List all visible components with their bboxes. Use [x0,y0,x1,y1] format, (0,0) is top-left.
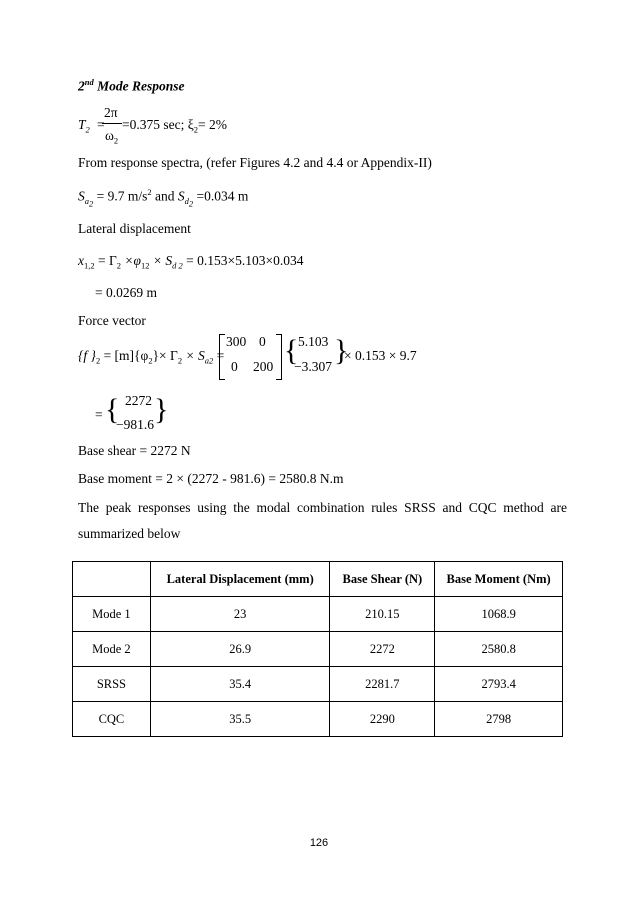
eq-T-equals: = [97,117,105,132]
eq-f-tail: × 0.153 × 9.7 [344,348,417,363]
table-cell: Mode 1 [73,597,151,632]
result-right-brace: } [154,393,169,426]
eq-s-sub: d 2 [172,260,183,271]
eq-f-mass-phi: = [m]{φ [103,348,149,363]
eq-x-sub: 1,2 [84,260,95,271]
eq-phi-sub: 12 [141,260,150,271]
eq-T-fraction-bar [102,123,122,124]
eq-gamma: = Γ [98,253,117,268]
eq-and-word: and [155,188,175,204]
matrix-right-bracket [276,334,282,380]
vector-v1: 5.103 [298,334,329,349]
page-number: 126 [309,837,329,849]
lateral-displacement-result: = 0.0269 m [95,285,157,300]
table-header-row [73,562,563,597]
eq-x-value: = 0.153×5.103×0.034 [186,253,304,268]
table-row [73,667,563,702]
table-cell: 35.4 [150,667,330,702]
eq-sa-sub-letter: a [84,196,89,207]
eq-sd-symbol: S [177,188,185,204]
eq-xi-sub: 2 [193,124,198,135]
table-header-cell [73,562,151,597]
heading-text: Mode Response [97,78,185,94]
matrix-m22: 200 [253,359,274,374]
base-moment-line: Base moment = 2 × (2272 - 981.6) = 2580.8 N.m [78,471,344,486]
peak-response-text-line2: summarized below [78,526,181,541]
table-row [73,702,563,737]
table-row [73,597,563,632]
eq-T-numerator: 2π [104,105,118,120]
base-shear-line: Base shear = 2272 N [78,443,191,458]
eq-gamma-sub: 2 [116,260,122,271]
result-v2: −981.6 [116,417,154,432]
matrix-m11: 300 [226,334,247,349]
eq-f-gamma-sub: 2 [177,355,183,366]
equation-lateral-displacement [78,253,303,271]
eq-sd-sub [184,196,194,209]
table-header-cell: Base Moment (Nm) [435,562,563,597]
eq-f-phi-sub: 2 [148,355,153,366]
eq-f-sub: 2 [95,355,101,366]
table-cell: 2793.4 [435,667,563,702]
peak-response-text-line1: The peak responses using the modal combination rules SRSS and CQC method are [78,500,567,515]
eq-sd-subsub: 2 [188,198,194,209]
matrix-m12: 0 [259,334,266,349]
eq-T-symbol [78,117,90,135]
force-vector-label: Force vector [78,313,146,328]
table-cell: 210.15 [330,597,435,632]
eq-f-equals: = [216,348,225,363]
eq-xi-value: = 2% [198,117,227,132]
eq-T-sub: 2 [85,124,90,135]
result-equals: = [95,407,103,422]
matrix-left-bracket [216,334,225,380]
eq-sa-sub [84,196,94,209]
table-cell: 26.9 [150,632,330,667]
eq-T-denominator [105,128,118,146]
table-header-cell: Base Shear (N) [330,562,435,597]
table-cell: 2272 [330,632,435,667]
equation-spectral-values [78,187,248,209]
vector-left-brace: { [284,334,299,367]
eq-sa-subsub: 2 [89,198,94,209]
eq-phi: ×φ [124,253,142,268]
eq-s: × S [152,253,173,268]
eq-f-lhs [78,348,224,366]
result-v1: 2272 [125,393,152,408]
peak-response-table [72,561,563,737]
spectra-reference-text: From response spectra, (refer Figures 4.2 and 4.4 or Appendix-II) [78,155,432,170]
table-cell: 2798 [435,702,563,737]
eq-sa-value: = 9.7 m/s [96,188,148,204]
heading-number: 2 [78,78,85,94]
table-cell: 2281.7 [330,667,435,702]
table-cell: 35.5 [150,702,330,737]
table-cell: CQC [73,702,151,737]
table-cell: 1068.9 [435,597,563,632]
eq-T-omega: ω [105,128,114,143]
table-row [73,632,563,667]
eq-sa-symbol: S [78,188,85,204]
heading-sup: nd [84,77,94,87]
vector-right-brace: } [334,334,349,367]
eq-f-s-sub: a2 [204,355,214,366]
eq-f-vector: {f } [78,348,96,363]
table-cell: 23 [150,597,330,632]
eq-sa-sup: 2 [147,187,152,197]
eq-T-letter: T [78,117,86,132]
eq-f-s: × S [185,348,205,363]
result-left-brace: { [105,393,120,426]
eq-T-omega-sub: 2 [113,135,119,146]
table-cell: SRSS [73,667,151,702]
eq-T-value: =0.375 sec; ξ [122,117,194,132]
matrix-m21: 0 [231,359,238,374]
table-cell: 2580.8 [435,632,563,667]
eq-sd-value: =0.034 m [196,188,249,204]
eq-T-rhs [122,117,227,135]
lateral-displacement-label: Lateral displacement [78,221,191,236]
table-header-cell: Lateral Displacement (mm) [150,562,330,597]
table-cell: Mode 2 [73,632,151,667]
vector-v2: −3.307 [294,359,332,374]
eq-f-gamma: }× Γ [152,348,178,363]
eq-x-symbol: x [78,253,84,268]
section-heading [78,77,184,95]
table-cell: 2290 [330,702,435,737]
eq-sd-sub-letter: d [184,196,189,207]
